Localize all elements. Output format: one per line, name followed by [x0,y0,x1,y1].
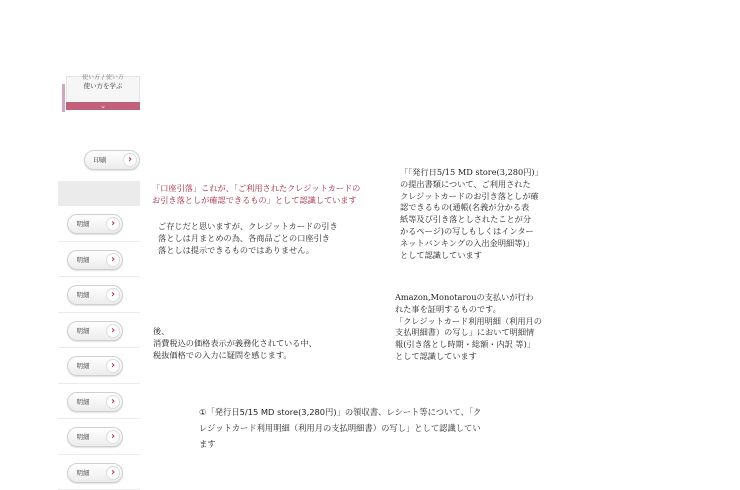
learn-card-expand-bar[interactable] [66,102,140,110]
detail-button[interactable] [67,356,123,376]
chevron-right-icon: › [123,153,137,167]
detail-button[interactable] [67,250,123,270]
card-debit-explanation: ご存じだと思いますが、クレジットカードの引き 落としは月まとめの為、各商品ごとの口座引き 落としは提示できるものではありません。 [158,221,338,255]
amazon-monotarou-note: Amazon,Monotarouの支払いが行わ れた事を証明するものです。 「クレジットカード利用明細（利用月の 支払明細書）の写し」において明細情 報(引き落とし時期・総額・内訳 等)」 として認識しています [395,292,542,361]
detail-button-label: 明細 [76,433,90,441]
detail-button-label: 明細 [76,291,90,299]
chevron-right-icon: › [106,430,120,444]
detail-button-label: 明細 [76,362,90,370]
detail-row [58,348,140,384]
detail-button[interactable] [67,214,123,234]
learn-how-to-use-card[interactable] [66,76,140,110]
tax-price-note: 後、 消費税込の価格表示が義務化されている中、 税抜価格での入力に疑問を感じます。 [153,326,317,360]
chevron-right-icon: › [106,253,120,267]
chevron-right-icon: › [106,466,120,480]
selected-row-band [58,181,140,206]
detail-row [58,277,140,313]
detail-button-label: 明細 [76,255,90,264]
chevron-right-icon: › [106,288,120,302]
detail-row [58,206,140,242]
learn-card-cut-text: 使い方 / 使い方 [82,74,124,81]
detail-row [58,313,140,349]
learn-card-label: 使い方を学ぶ [83,82,123,90]
chevron-right-icon: › [106,217,120,231]
detail-button[interactable] [67,392,123,412]
detail-row [58,242,140,278]
chevron-right-icon: › [106,324,120,338]
detail-row [58,455,140,490]
detail-button-label: 明細 [76,468,90,477]
print-button[interactable] [84,150,140,170]
detail-button[interactable] [67,285,123,305]
bank-debit-note: 「口座引落」これが、「ご利用されたクレジットカードの お引き落としが確認できるもの」として認識しています [152,183,361,205]
detail-row [58,384,140,420]
detail-button[interactable] [67,321,123,341]
chevron-right-icon: › [106,359,120,373]
detail-button-label: 明細 [76,397,90,406]
detail-list [58,206,140,490]
chevron-right-icon: › [106,395,120,409]
detail-button-label: 明細 [76,326,90,335]
detail-row [58,419,140,455]
print-button-label: 印刷 [93,156,107,164]
detail-button[interactable] [67,463,123,483]
detail-button[interactable] [67,427,123,447]
receipt-recognition-note: ①「発行日5/15 MD store(3,280円)」の領収書、レシート等について、「ク レジットカード利用明細（利用月の支払明細書）の写し」として認識してい ます [199,407,482,449]
chevron-down-icon: ⌄ [100,102,106,110]
md-store-submission-note: 「「発行日5/15 MD store(3,280円)」 の提出書類について、ご利用された クレジットカードのお引き落としが確 認できるもの(通帳(名義が分かる表 紙等及び引き落としされたことが分 かるページ)の写しもしくはインター ネットバンキングの入出金明細等)」 として認識しています [400,167,543,260]
detail-button-label: 明細 [76,220,90,228]
learn-accent-line [62,84,65,112]
